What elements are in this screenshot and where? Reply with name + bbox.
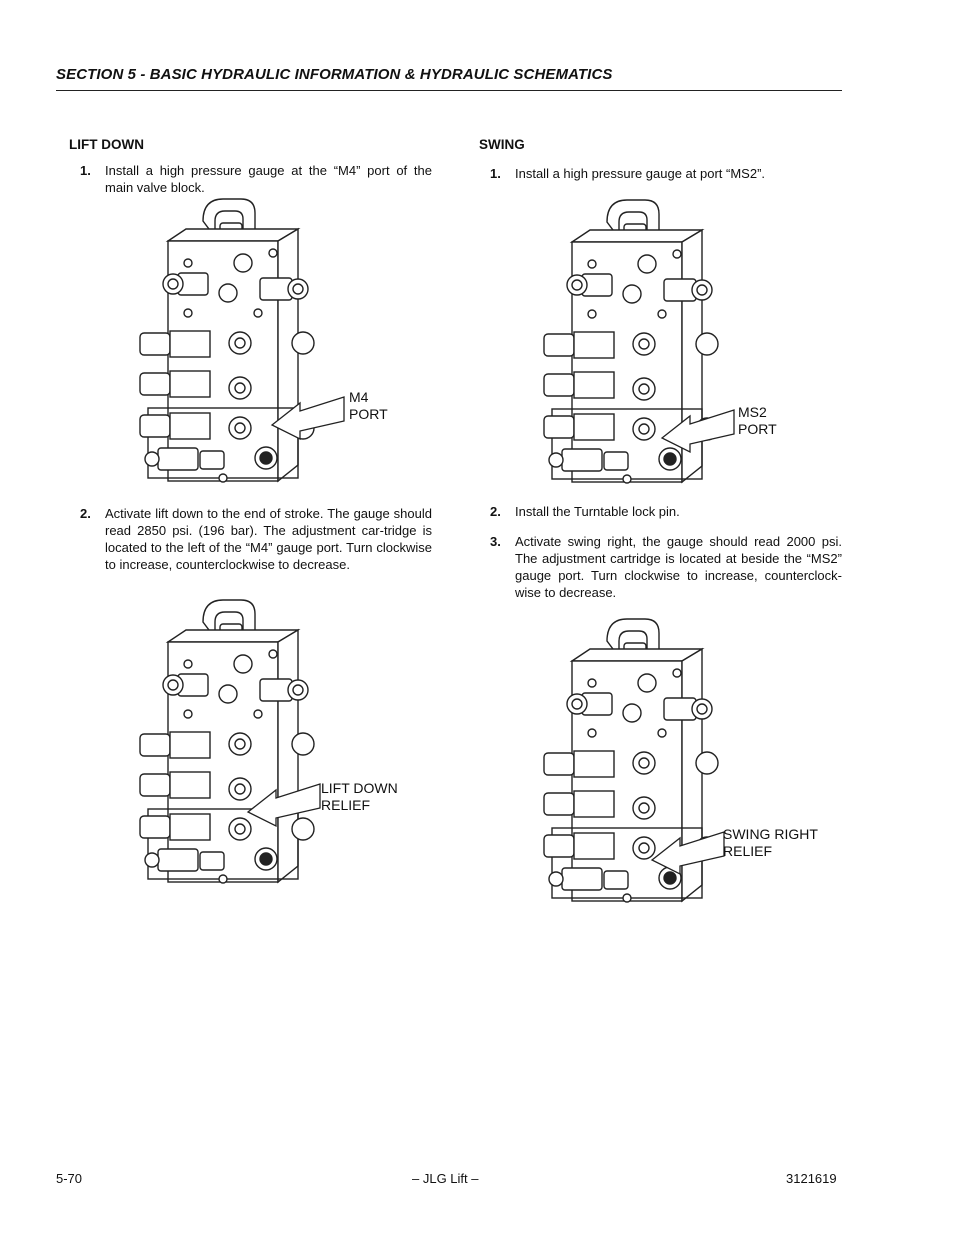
step-number: 1.: [490, 166, 501, 181]
step-text: Activate lift down to the end of stroke. The gauge should read 2850 psi. (196 bar). The adjustment car-tridge is located to the left of the “M4” gauge port. Turn clockwise to increase, counterclockwise to decrease.: [105, 506, 432, 572]
ms2-port-callout: [738, 404, 777, 438]
callout-arrow: [660, 398, 740, 458]
step-text: Install a high pressure gauge at port “MS2”.: [515, 166, 766, 181]
swing-step-1: [479, 165, 842, 182]
document-number: 3121619: [786, 1171, 837, 1186]
callout-arrow: [270, 385, 350, 445]
swing-step-3: [479, 533, 842, 601]
step-number: 2.: [80, 506, 91, 521]
lift-down-step-2: [69, 505, 432, 573]
callout-line-2: RELIEF: [723, 843, 773, 859]
page-number: 5-70: [56, 1171, 83, 1186]
header-rule: [56, 90, 842, 91]
valve-block-illustration: [128, 594, 328, 899]
footer-title: – JLG Lift –: [412, 1171, 479, 1186]
callout-line-2: PORT: [349, 406, 388, 422]
callout-line-1: LIFT DOWN: [321, 780, 398, 796]
figure-m4-port: [128, 193, 328, 498]
step-number: 3.: [490, 534, 501, 549]
figure-lift-down-relief: [128, 594, 328, 899]
callout-line-2: PORT: [738, 421, 777, 437]
callout-line-1: M4: [349, 389, 369, 405]
step-text: Activate swing right, the gauge should read 2000 psi. The adjustment cartridge is located at beside the “MS2” gauge port. Turn clockwise to increase, counterclock-wise to decrease.: [515, 534, 842, 600]
callout-line-2: RELIEF: [321, 797, 371, 813]
step-number: 2.: [490, 504, 501, 519]
m4-port-callout: [349, 389, 388, 423]
swing-step-2: [479, 503, 842, 520]
swing-right-relief-callout: [723, 826, 818, 860]
step-text: Install a high pressure gauge at the “M4” port of the main valve block.: [105, 163, 432, 195]
callout-line-1: MS2: [738, 404, 767, 420]
swing-heading: SWING: [479, 137, 525, 152]
callout-arrow: [650, 820, 730, 880]
step-text: Install the Turntable lock pin.: [515, 504, 680, 519]
lift-down-relief-callout: [321, 780, 398, 814]
lift-down-heading: LIFT DOWN: [69, 137, 144, 152]
section-header: SECTION 5 - BASIC HYDRAULIC INFORMATION & HYDRAULIC SCHEMATICS: [56, 66, 613, 83]
valve-block-illustration: [128, 193, 328, 498]
callout-line-1: SWING RIGHT: [723, 826, 818, 842]
step-number: 1.: [80, 163, 91, 178]
callout-arrow: [246, 772, 326, 832]
lift-down-step-1: [69, 162, 432, 196]
